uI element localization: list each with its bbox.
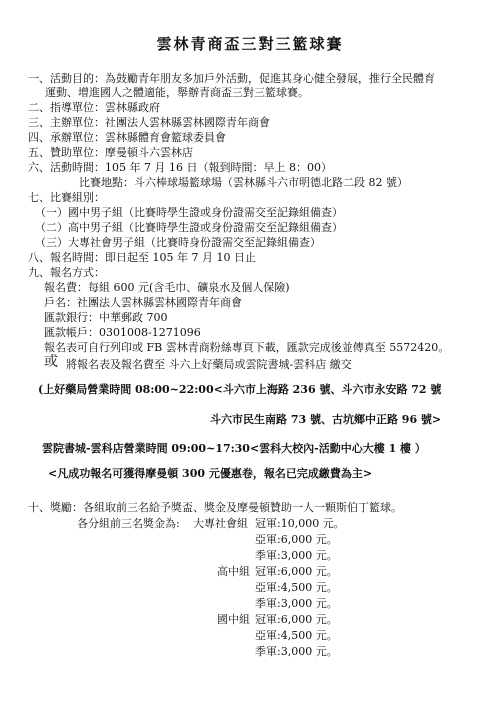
high-first-prize: 冠軍:6,000 元。 — [255, 565, 338, 578]
pharmacy-address: 斗六市民生南路 73 號、古坑鄉中正路 96 號> — [210, 413, 442, 426]
host-unit: 四、承辦單位：雲林縣體育會籃球委員會 — [28, 131, 226, 144]
discount-note: <凡成功報名可獲得摩曼頓 300 元優惠卷，報名已完成繳費為主> — [48, 467, 373, 480]
high-second-prize: 亞軍:4,500 元。 — [255, 581, 338, 594]
college-first-prize: 冠軍:10,000 元。 — [255, 517, 345, 530]
registration-method: 九、報名方式： — [28, 266, 105, 279]
account-number: 匯款帳戶：0301008-1271096 — [44, 326, 201, 339]
form-note: 報名表可自行列印或 FB 雲林青商粉絲專頁下載，匯款完成後並傳真至 5572420。 — [44, 341, 450, 354]
group-junior: （一）國中男子組（比賽時學生證或身份證需交至記錄組備查） — [35, 206, 343, 219]
junior-second-prize: 亞軍:4,500 元。 — [255, 629, 338, 642]
alt-submit-note: 將報名表及報名費至 斗六上好藥局或雲院書城-雲科店 繳交 — [66, 358, 352, 371]
junior-group-label: 國中組 — [217, 613, 250, 626]
college-group-label: 大專社會組 — [193, 517, 248, 530]
event-time: 六、活動時間：105 年 7 月 16 日（報到時間：早上 8：00） — [28, 161, 332, 174]
group-high: （二）高中男子組（比賽時學生證或身份證需交至記錄組備查） — [35, 221, 343, 234]
college-third-prize: 季軍:3,000 元。 — [255, 549, 338, 562]
account-name: 戶名：社團法人雲林縣雲林國際青年商會 — [44, 296, 242, 309]
or-mark: 或 — [44, 354, 58, 370]
bank-name: 匯款銀行：中華郵政 700 — [44, 311, 168, 324]
high-third-prize: 季軍:3,000 元。 — [255, 597, 338, 610]
junior-third-prize: 季軍:3,000 元。 — [255, 645, 338, 658]
group-college: （三）大專社會男子組（比賽時身份證需交至記錄組備查） — [35, 236, 321, 249]
sponsor-unit: 五、贊助單位：摩曼頓斗六雲林店 — [28, 146, 193, 159]
purpose-line-1: 一、活動目的：為鼓勵青年朋友多加戶外活動，促進其身心健全發展，推行全民體育 — [28, 72, 435, 85]
bookstore-hours: 雲院書城-雲科店營業時間 09:00~17:30<雲科大校內-活動中心大樓 1 樓 ） — [42, 442, 426, 455]
registration-fee: 報名費：每組 600 元(含毛巾、礦泉水及個人保險) — [44, 281, 290, 294]
page-title: 雲林青商盃三對三籃球賽 — [156, 35, 344, 53]
registration-time: 八、報名時間：即日起至 105 年 7 月 10 日止 — [28, 251, 256, 264]
organizer-unit: 三、主辦單位：社團法人雲林縣雲林國際青年商會 — [28, 116, 270, 129]
event-venue: 比賽地點：斗六棒球場籃球場（雲林縣斗六市明德北路二段 82 號） — [79, 176, 408, 189]
college-second-prize: 亞軍:6,000 元。 — [255, 533, 338, 546]
prize-intro: 十、獎勵：各組取前三名給予獎盃、獎金及摩曼頓贊助一人一顆斯伯丁籃球。 — [28, 501, 402, 514]
high-group-label: 高中組 — [217, 565, 250, 578]
purpose-line-2: 運動、增進國人之體適能，舉辦青商盃三對三籃球賽。 — [45, 86, 309, 99]
prize-lead: 各分組前三名獎金為: — [77, 517, 180, 530]
pharmacy-hours: (上好藥局營業時間 08:00~22:00<斗六市上海路 236 號、斗六市永安路 72 號 — [38, 383, 442, 396]
groups-title: 七、比賽組別： — [28, 191, 105, 204]
junior-first-prize: 冠軍:6,000 元。 — [255, 613, 338, 626]
guide-unit: 二、指導單位：雲林縣政府 — [28, 101, 160, 114]
